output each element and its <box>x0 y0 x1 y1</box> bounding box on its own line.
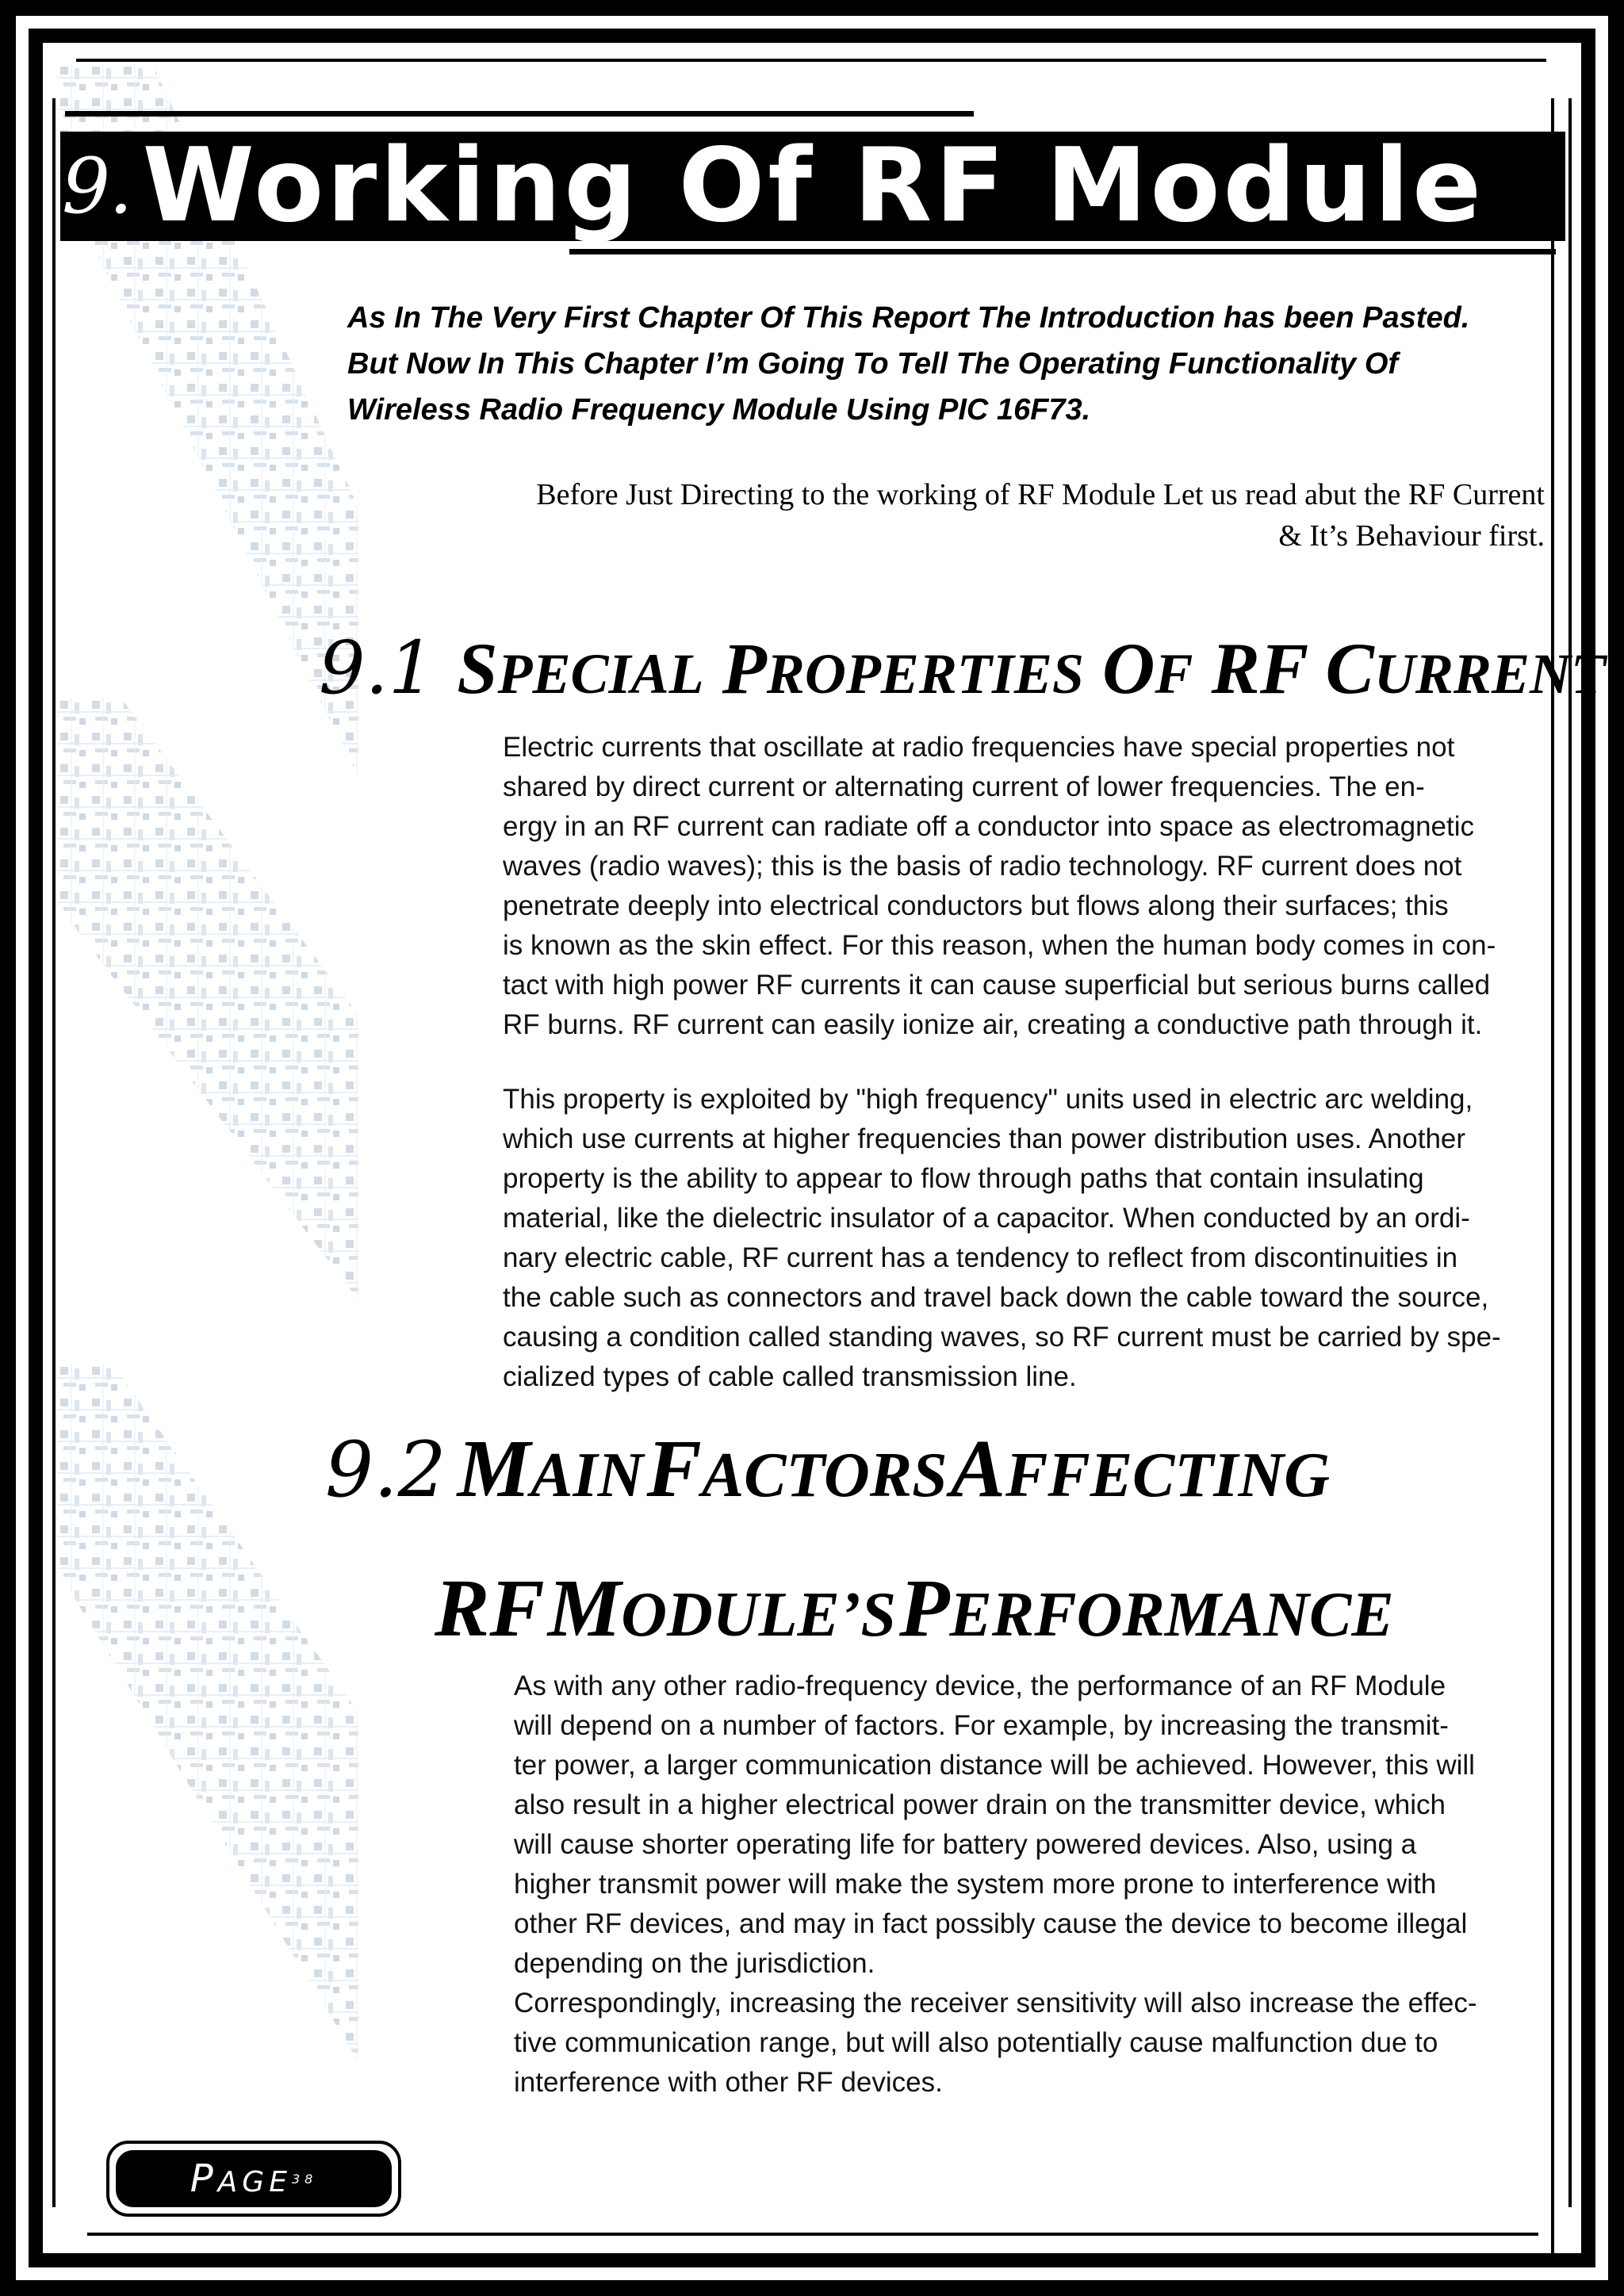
text-line: cialized types of cable called transmission line. <box>503 1361 1077 1392</box>
lead-line: Before Just Directing to the working of RF Module Let us read abut the RF Current <box>536 478 1545 511</box>
title-rule-bottom <box>569 249 1556 254</box>
text-line: is known as the skin effect. For this reason, when the human body comes in con- <box>503 930 1496 961</box>
lead-paragraph <box>412 474 1545 557</box>
section-number: 9.1 <box>319 626 435 710</box>
text-line: penetrate deeply into electrical conductors but flows along their surfaces; this <box>503 890 1449 921</box>
page-label: PAGE <box>190 2156 292 2201</box>
text-line: RF burns. RF current can easily ionize air, creating a conductive path through it. <box>503 1009 1483 1040</box>
text-line: shared by direct current or alternating current of lower frequencies. The en- <box>503 771 1425 802</box>
text-line: ter power, a larger communication distance will be achieved. However, this will <box>514 1750 1475 1781</box>
text-line: interference with other RF devices. <box>514 2067 943 2098</box>
text-line: Correspondingly, increasing the receiver sensitivity will also increase the effec- <box>514 1988 1477 2019</box>
chapter-number: 9. <box>62 142 132 231</box>
section-9-1-paragraph-2 <box>503 1080 1501 1397</box>
lead-line: & It’s Behaviour first. <box>1278 519 1545 553</box>
section-title-line-2: RF MODULE’S PERFORMANCE <box>435 1563 1394 1654</box>
text-line: tive communication range, but will also potentially cause malfunction due to <box>514 2027 1438 2058</box>
border-rule-bottom <box>87 2233 1538 2236</box>
text-line: ergy in an RF current can radiate off a conductor into space as electromagnetic <box>503 811 1475 842</box>
intro-line: Wireless Radio Frequency Module Using PIC 16F73. <box>347 393 1091 427</box>
text-line: which use currents at higher frequencies than power distribution uses. Another <box>503 1123 1466 1154</box>
intro-line: As In The Very First Chapter Of This Report The Introduction has been Pasted. <box>347 301 1470 335</box>
page-number: 38 <box>291 2171 318 2187</box>
page-number-badge-fill <box>116 2150 392 2207</box>
circuit-board-watermark <box>57 63 358 2141</box>
text-line: material, like the dielectric insulator of a capacitor. When conducted by an ordi- <box>503 1203 1470 1234</box>
text-line: This property is exploited by "high frequency" units used in electric arc welding, <box>503 1084 1473 1115</box>
text-line: other RF devices, and may in fact possibly cause the device to become illegal <box>514 1908 1468 1939</box>
border-rule-right <box>1568 98 1572 2207</box>
text-line: also result in a higher electrical power drain on the transmitter device, which <box>514 1789 1446 1820</box>
text-line: property is the ability to appear to flow through paths that contain insulating <box>503 1163 1424 1194</box>
section-heading-9-2 <box>325 1411 1394 1690</box>
section-heading-9-1 <box>319 625 1606 718</box>
text-line: nary electric cable, RF current has a tendency to reflect from discontinuities in <box>503 1242 1458 1273</box>
text-line: higher transmit power will make the system more prone to interference with <box>514 1869 1437 1900</box>
text-line: will cause shorter operating life for battery powered devices. Also, using a <box>514 1829 1417 1860</box>
intro-line: But Now In This Chapter I’m Going To Tell The Operating Functionality Of <box>347 347 1399 381</box>
text-line: waves (radio waves); this is the basis of radio technology. RF current does not <box>503 851 1462 882</box>
chapter-title: Working Of RF Module <box>142 127 1484 245</box>
text-line: Electric currents that oscillate at radio frequencies have special properties not <box>503 732 1455 763</box>
section-number: 9.2 <box>325 1425 446 1514</box>
text-line: As with any other radio-frequency device, the performance of an RF Module <box>514 1670 1446 1701</box>
text-line: causing a condition called standing waves, so RF current must be carried by spe- <box>503 1322 1501 1353</box>
chapter-title-bar <box>60 127 1565 245</box>
section-title-line-1: MAIN FACTORS AFFECTING <box>457 1423 1330 1514</box>
intro-paragraph <box>347 295 1568 433</box>
section-title: SPECIAL PROPERTIES OF RF CURRENT <box>457 628 1606 709</box>
text-line: depending on the jurisdiction. <box>514 1948 875 1979</box>
section-9-2-paragraph <box>514 1667 1477 2103</box>
page-number-badge <box>106 2141 401 2217</box>
section-9-1-paragraph-1 <box>503 728 1496 1045</box>
title-rule-top <box>65 111 974 117</box>
text-line: tact with high power RF currents it can cause superficial but serious burns called <box>503 970 1491 1001</box>
text-line: the cable such as connectors and travel back down the cable toward the source, <box>503 1282 1489 1313</box>
border-rule-left <box>52 98 56 2207</box>
border-rule-top <box>76 59 1546 62</box>
text-line: will depend on a number of factors. For example, by increasing the transmit- <box>514 1710 1449 1741</box>
